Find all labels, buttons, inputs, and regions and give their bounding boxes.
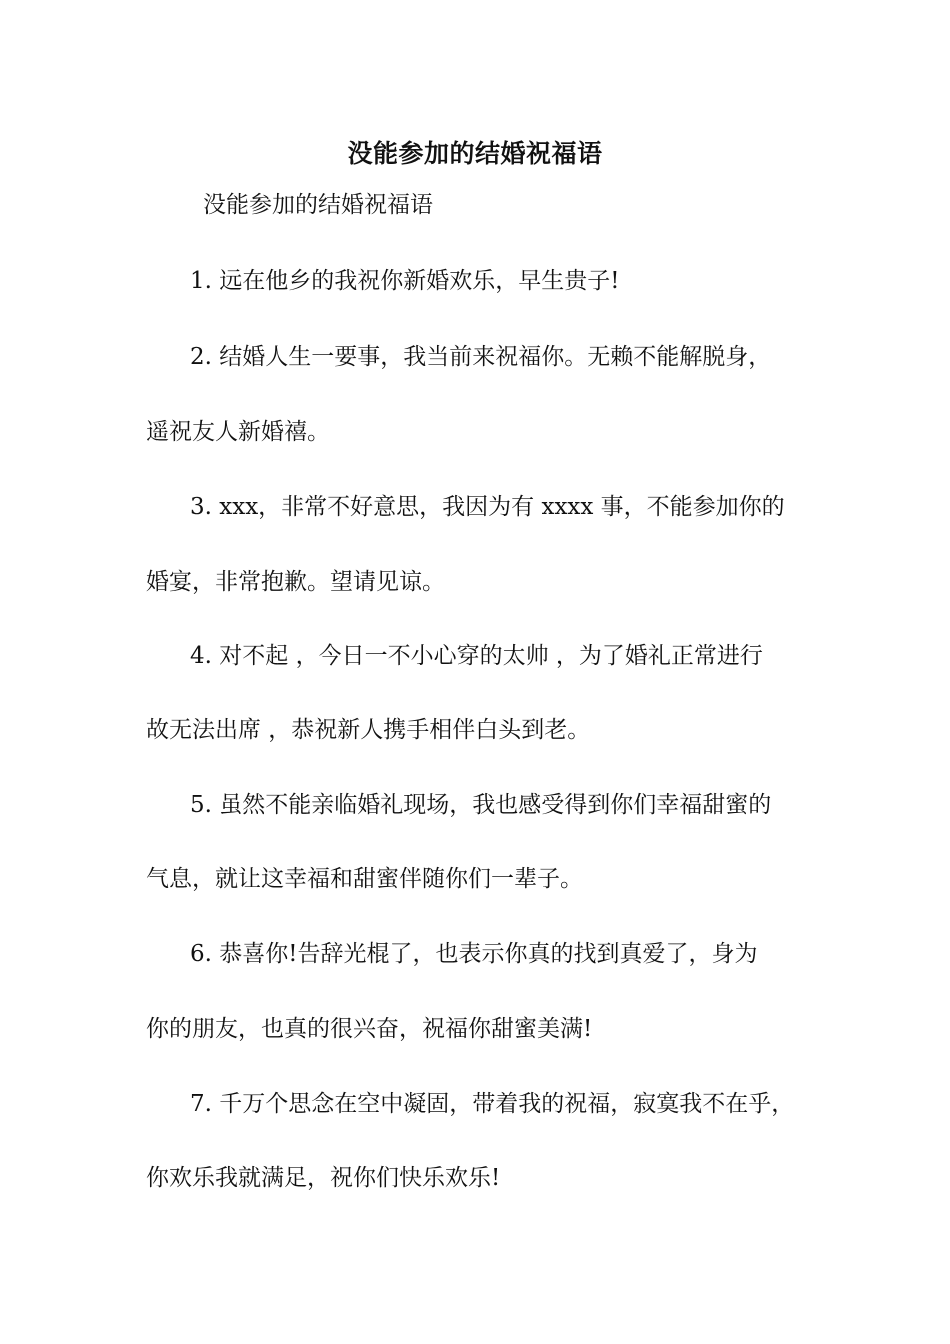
blessing-4-line-2: 故无法出席 ，恭祝新人携手相伴白头到老。 (146, 717, 591, 743)
blessing-5-line-2: 气息，就让这幸福和甜蜜伴随你们一辈子。 (146, 866, 583, 892)
blessing-5-line-1: 5. 虽然不能亲临婚礼现场，我也感受得到你们幸福甜蜜的 (190, 792, 772, 818)
document-title: 没能参加的结婚祝福语 (347, 139, 603, 168)
blessing-6-line-2: 你的朋友，也真的很兴奋，祝福你甜蜜美满! (146, 1016, 593, 1042)
blessing-6-line-1: 6. 恭喜你!告辞光棍了，也表示你真的找到真爱了，身为 (190, 941, 758, 967)
document-subtitle: 没能参加的结婚祝福语 (203, 192, 433, 218)
blessing-4-line-1: 4. 对不起 ，今日一不小心穿的太帅 ，为了婚礼正常进行 (190, 643, 763, 669)
blessing-2-line-1: 2. 结婚人生一要事，我当前来祝福你。无赖不能解脱身， (190, 344, 772, 370)
blessing-7-line-1: 7. 千万个思念在空中凝固，带着我的祝福，寂寞我不在乎， (190, 1091, 795, 1117)
blessing-2-line-2: 遥祝友人新婚禧。 (146, 419, 330, 445)
blessing-3-line-1: 3. xxx，非常不好意思，我因为有 xxxx 事，不能参加你的 (190, 494, 785, 520)
blessing-1-line-1: 1. 远在他乡的我祝你新婚欢乐，早生贵子! (190, 268, 620, 294)
blessing-7-line-2: 你欢乐我就满足，祝你们快乐欢乐! (146, 1165, 501, 1191)
blessing-3-line-2: 婚宴，非常抱歉。望请见谅。 (146, 569, 445, 595)
